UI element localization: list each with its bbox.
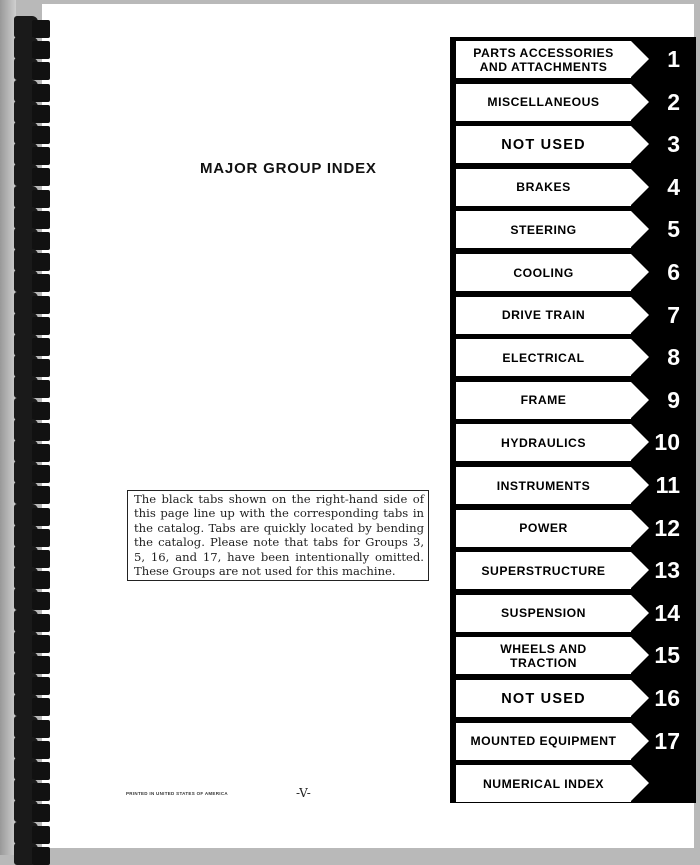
tab-label: MOUNTED EQUIPMENT bbox=[456, 723, 631, 760]
tab-number: 10 bbox=[654, 429, 680, 456]
tab-number: 6 bbox=[667, 259, 680, 285]
index-tab[interactable] bbox=[456, 510, 698, 547]
index-tab[interactable] bbox=[456, 680, 698, 717]
tab-label: NUMERICAL INDEX bbox=[456, 765, 631, 802]
binding-loop bbox=[14, 716, 38, 738]
tab-number: 3 bbox=[667, 131, 680, 158]
index-tab[interactable] bbox=[456, 339, 698, 376]
printed-in-line: PRINTED IN UNITED STATES OF AMERICA bbox=[126, 791, 228, 796]
tab-label: MISCELLANEOUS bbox=[456, 84, 631, 121]
tab-number: 15 bbox=[654, 642, 680, 669]
tab-label: PARTS ACCESSORIES AND ATTACHMENTS bbox=[456, 41, 631, 78]
tab-label: NOT USED bbox=[456, 680, 631, 717]
binding-loop bbox=[14, 631, 38, 653]
binding-loop bbox=[14, 546, 38, 568]
tab-label: COOLING bbox=[456, 254, 631, 291]
binding-loop bbox=[14, 822, 38, 844]
binding-loop bbox=[14, 440, 38, 462]
binding-loop bbox=[14, 482, 38, 504]
index-tab[interactable] bbox=[456, 467, 698, 504]
binding-loop bbox=[14, 122, 38, 144]
tab-number: 13 bbox=[654, 557, 680, 584]
tab-number: 1 bbox=[667, 46, 680, 72]
binding-loop bbox=[14, 270, 38, 292]
binding-loop bbox=[14, 673, 38, 695]
index-tab[interactable] bbox=[456, 169, 698, 206]
binding-loop bbox=[14, 143, 38, 165]
index-tab[interactable] bbox=[456, 297, 698, 334]
binding-loop bbox=[14, 313, 38, 335]
tab-label: ELECTRICAL bbox=[456, 339, 631, 376]
binding-loop bbox=[14, 207, 38, 229]
tab-label: SUSPENSION bbox=[456, 595, 631, 632]
tab-number: 7 bbox=[667, 301, 680, 328]
binding-loop bbox=[14, 567, 38, 589]
index-tab[interactable] bbox=[456, 41, 698, 78]
binding-loop bbox=[14, 37, 38, 59]
tab-number: 12 bbox=[654, 514, 680, 541]
tab-number: 16 bbox=[654, 685, 680, 711]
binding-loop bbox=[14, 694, 38, 716]
spiral-binding bbox=[0, 0, 72, 855]
tab-number bbox=[636, 765, 680, 802]
index-tab[interactable] bbox=[456, 84, 698, 121]
binding-loop bbox=[14, 249, 38, 271]
binding-loop bbox=[14, 58, 38, 80]
tab-label: INSTRUMENTS bbox=[456, 467, 631, 504]
binding-loop bbox=[14, 525, 38, 547]
tab-label: HYDRAULICS bbox=[456, 424, 631, 461]
binding-loop bbox=[14, 164, 38, 186]
binding-loop bbox=[14, 186, 38, 208]
index-tab[interactable] bbox=[456, 637, 698, 674]
tab-label: DRIVE TRAIN bbox=[456, 297, 631, 334]
tab-label: WHEELS AND TRACTION bbox=[456, 637, 631, 674]
binding-loop bbox=[14, 355, 38, 377]
index-tab[interactable] bbox=[456, 126, 698, 163]
binding-loop bbox=[14, 461, 38, 483]
tab-label: BRAKES bbox=[456, 169, 631, 206]
binding-loop bbox=[14, 779, 38, 801]
binding-loop bbox=[14, 334, 38, 356]
tabs-note: The black tabs shown on the right-hand side of this page line up with the corresponding tabs in the catalog. Tabs are quickly located by bending the catalog. Please note that tabs for Groups 3, 5, 16, and 17, have been intentionally omitted. These Groups are not used for this machine. bbox=[127, 490, 429, 581]
index-tab[interactable] bbox=[456, 595, 698, 632]
binding-loop bbox=[14, 292, 38, 314]
binding-loop bbox=[14, 228, 38, 250]
tab-label: SUPERSTRUCTURE bbox=[456, 552, 631, 589]
binding-loop bbox=[14, 504, 38, 526]
binding-loop bbox=[14, 758, 38, 780]
tab-number: 14 bbox=[654, 599, 680, 626]
index-tab[interactable] bbox=[456, 765, 698, 802]
page-number: -V- bbox=[296, 786, 311, 800]
tab-number: 4 bbox=[667, 173, 680, 200]
binding-loop bbox=[14, 419, 38, 441]
tab-label: STEERING bbox=[456, 211, 631, 248]
binding-loop bbox=[14, 588, 38, 610]
binding-loop bbox=[14, 843, 38, 865]
index-tab[interactable] bbox=[456, 254, 698, 291]
index-tab[interactable] bbox=[456, 424, 698, 461]
binding-loop bbox=[14, 610, 38, 632]
index-tab[interactable] bbox=[456, 723, 698, 760]
binding-loop bbox=[14, 652, 38, 674]
binding-loop bbox=[14, 800, 38, 822]
binding-loop bbox=[14, 376, 38, 398]
tab-number: 11 bbox=[655, 472, 680, 498]
tab-number: 2 bbox=[667, 88, 680, 115]
tab-number: 8 bbox=[667, 344, 680, 371]
tab-label: FRAME bbox=[456, 382, 631, 419]
index-tab[interactable] bbox=[456, 552, 698, 589]
page-title: MAJOR GROUP INDEX bbox=[200, 160, 377, 177]
binding-loop bbox=[14, 737, 38, 759]
tab-number: 9 bbox=[667, 386, 680, 413]
binding-loop bbox=[14, 80, 38, 102]
tab-label: NOT USED bbox=[456, 126, 631, 163]
index-tab[interactable] bbox=[456, 382, 698, 419]
tab-label: POWER bbox=[456, 510, 631, 547]
tab-number: 17 bbox=[654, 727, 680, 754]
binding-loop bbox=[14, 101, 38, 123]
index-tab[interactable] bbox=[456, 211, 698, 248]
tab-number: 5 bbox=[667, 216, 680, 243]
binding-loop bbox=[14, 16, 38, 38]
binding-loop bbox=[14, 398, 38, 420]
